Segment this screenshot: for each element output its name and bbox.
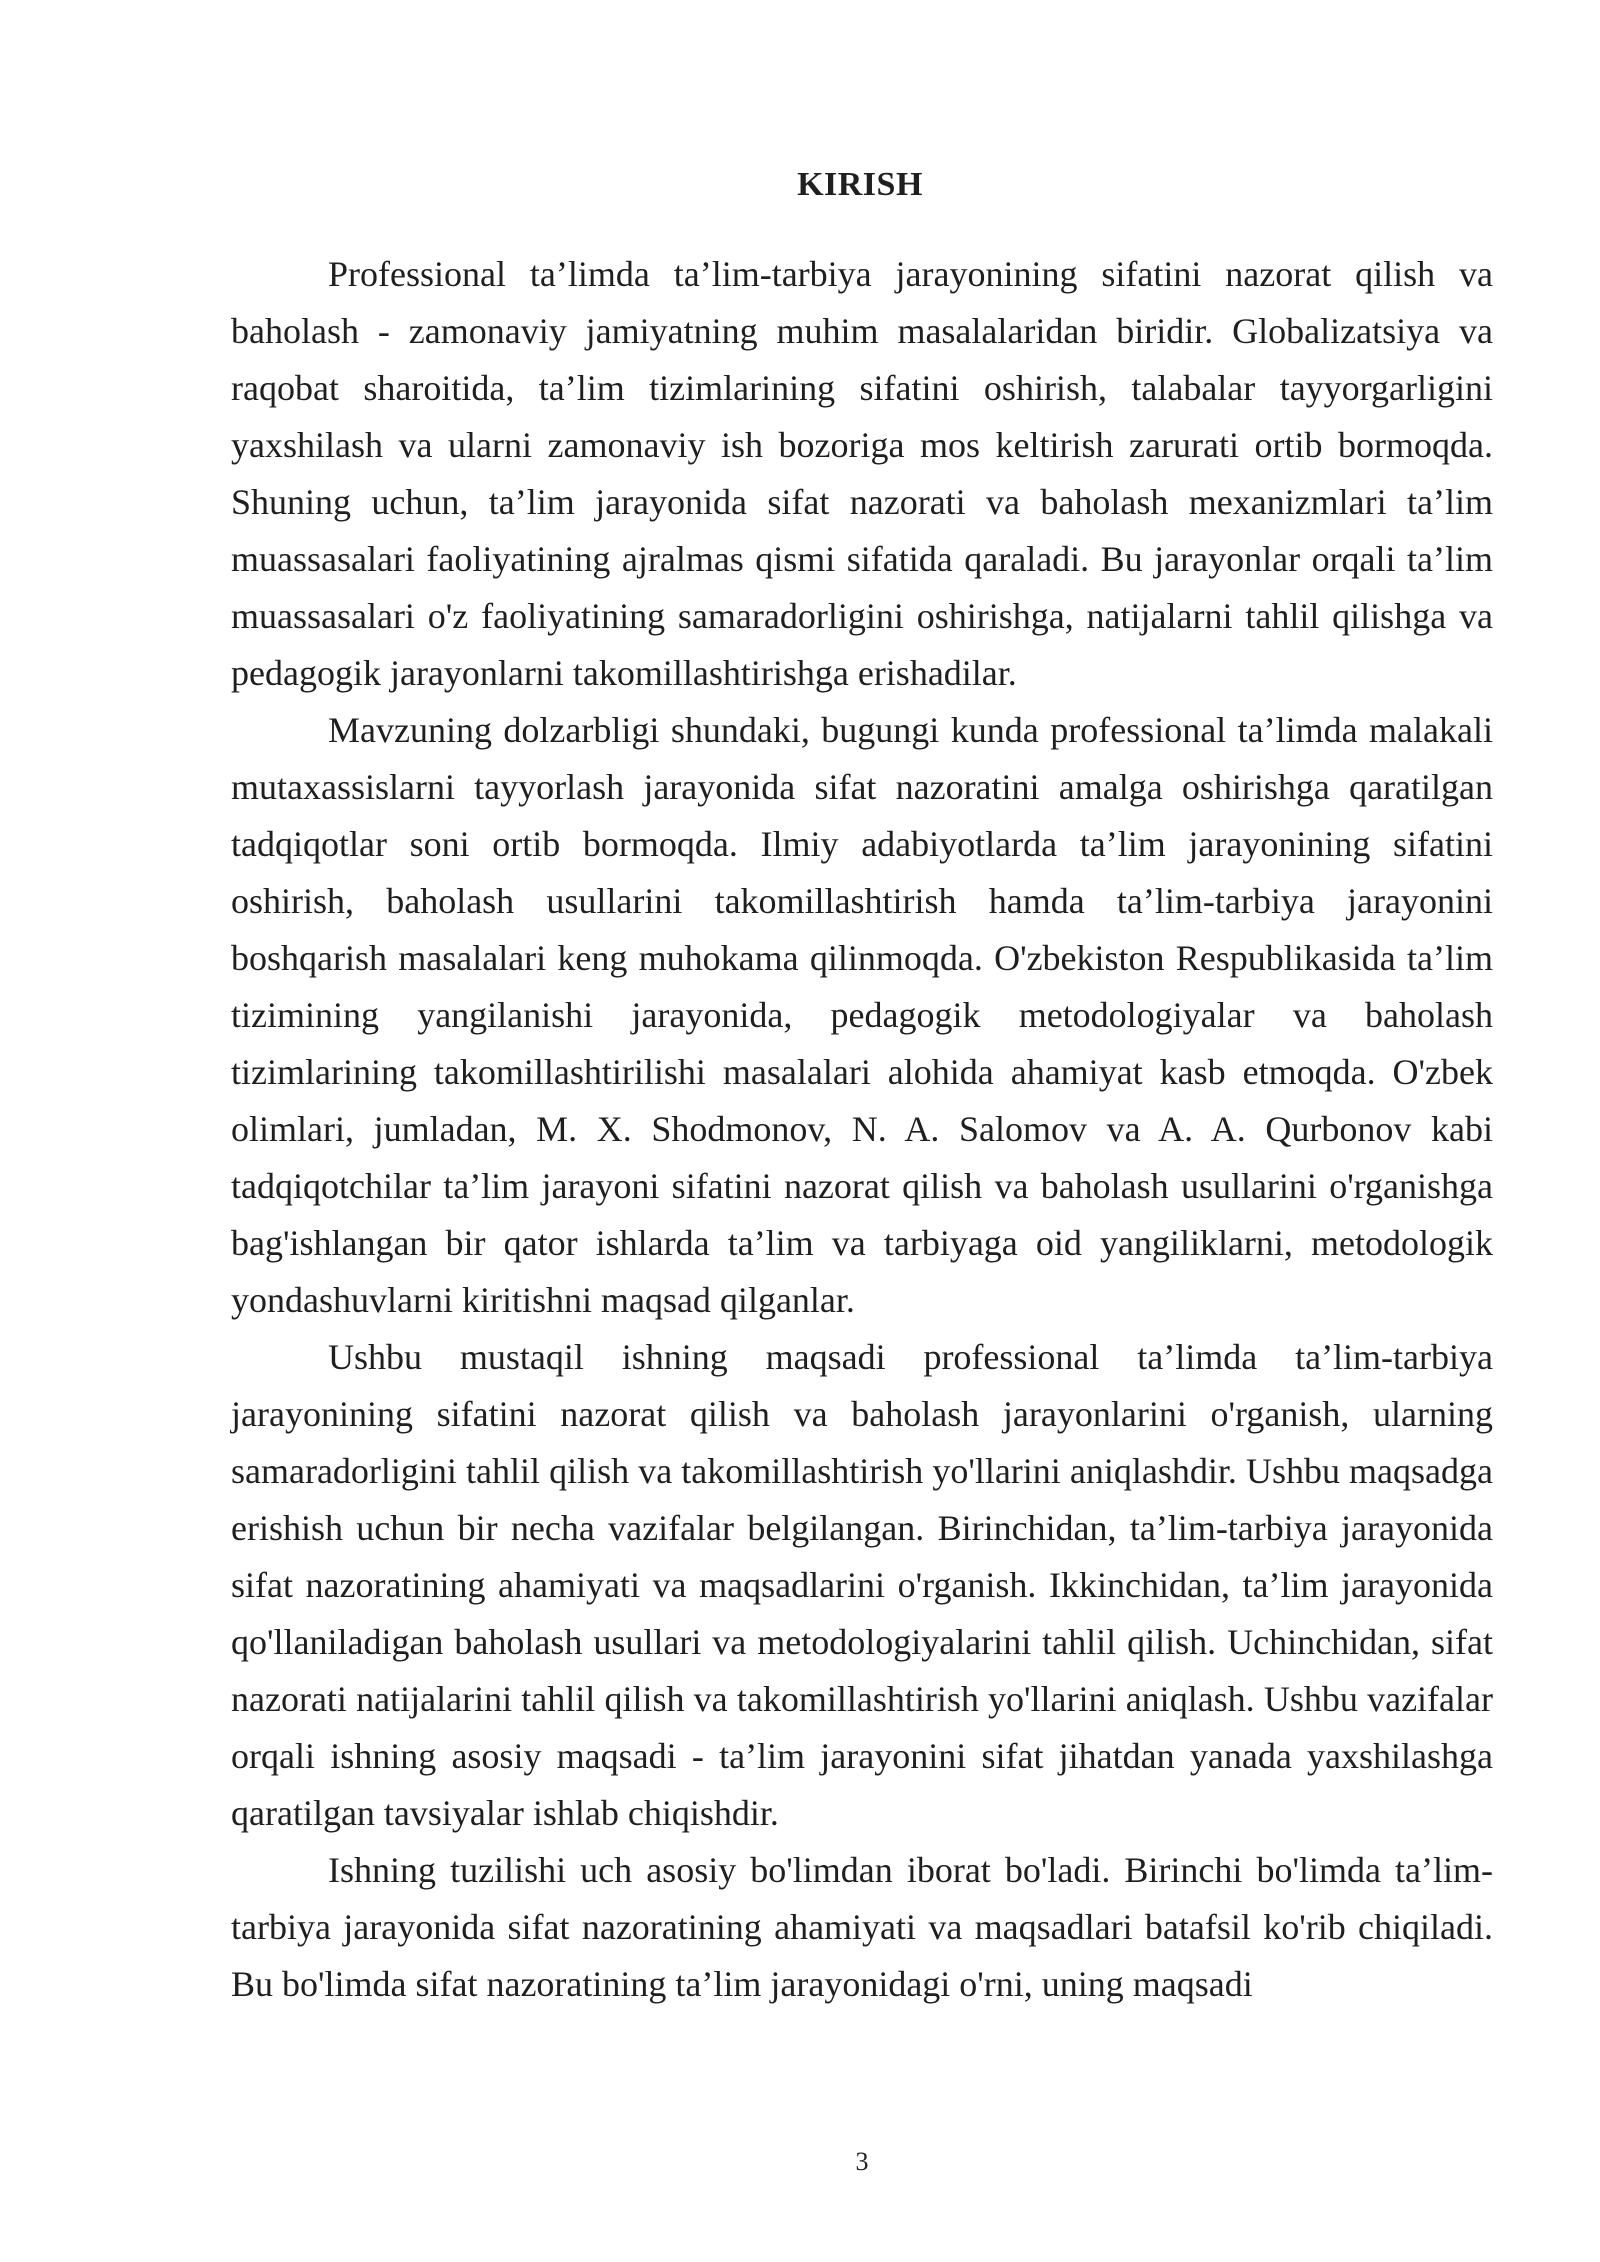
paragraph-structure: Ishning tuzilishi uch asosiy bo'limdan iborat bo'ladi. Birinchi bo'limda ta’lim-tarbiya jarayonida sifat nazoratining ahamiyati va maqsadlari batafsil ko'rib chiqiladi. Bu bo'limda sifat nazoratining ta’lim jarayonidagi o'rni, uning maqsadi [231,1850,1493,2004]
page-title: KIRISH [797,166,923,203]
page-number: 3 [855,2147,869,2176]
paragraph-relevance: Mavzuning dolzarbligi shundaki, bugungi kunda professional ta’limda malakali mutaxassislarni tayyorlash jarayonida sifat nazoratini amalga oshirishga qaratilgan tadqiqotlar soni ortib bormoqda. Ilmiy adabiyotlarda ta’lim jarayonining sifatini oshirish, baholash usullarini takomillashtirish hamda ta’lim-tarbiya jarayonini boshqarish masalalari keng muhokama qilinmoqda. O'zbekiston Respublikasida ta’lim tizimining yangilanishi jarayonida, pedagogik metodologiyalar va baholash tizimlarining takomillashtirilishi masalalari alohida ahamiyat kasb etmoqda. O'zbek olimlari, jumladan, M. X. Shodmonov, N. A. Salomov va A. A. Qurbonov kabi tadqiqotchilar ta’lim jarayoni sifatini nazorat qilish va baholash usullarini o'rganishga bag'ishlangan bir qator ishlarda ta’lim va tarbiyaga oid yangiliklarni, metodologik yondashuvlarni kiritishni maqsad qilganlar. [231,710,1493,1320]
paragraph-introduction: Professional ta’limda ta’lim-tarbiya jarayonining sifatini nazorat qilish va baholash - zamonaviy jamiyatning muhim masalalaridan biridir. Globalizatsiya va raqobat sharoitida, ta’lim tizimlarining sifatini oshirish, talabalar tayyorgarligini yaxshilash va ularni zamonaviy ish bozoriga mos keltirish zarurati ortib bormoqda. Shuning uchun, ta’lim jarayonida sifat nazorati va baholash mexanizmlari ta’lim muassasalari faoliyatining ajralmas qismi sifatida qaraladi. Bu jarayonlar orqali ta’lim muassasalari o'z faoliyatining samaradorligini oshirishga, natijalarni tahlil qilishga va pedagogik jarayonlarni takomillashtirishga erishadilar. [231,254,1493,693]
paragraph-goal: Ushbu mustaqil ishning maqsadi professional ta’limda ta’lim-tarbiya jarayonining sifatini nazorat qilish va baholash jarayonlarini o'rganish, ularning samaradorligini tahlil qilish va takomillashtirish yo'llarini aniqlashdir. Ushbu maqsadga erishish uchun bir necha vazifalar belgilangan. Birinchidan, ta’lim-tarbiya jarayonida sifat nazoratining ahamiyati va maqsadlarini o'rganish. Ikkinchidan, ta’lim jarayonida qo'llaniladigan baholash usullari va metodologiyalarini tahlil qilish. Uchinchidan, sifat nazorati natijalarini tahlil qilish va takomillashtirish yo'llarini aniqlash. Ushbu vazifalar orqali ishning asosiy maqsadi - ta’lim jarayonini sifat jihatdan yanada yaxshilashga qaratilgan tavsiyalar ishlab chiqishdir. [231,1337,1493,1833]
body-text [231,246,1493,2013]
